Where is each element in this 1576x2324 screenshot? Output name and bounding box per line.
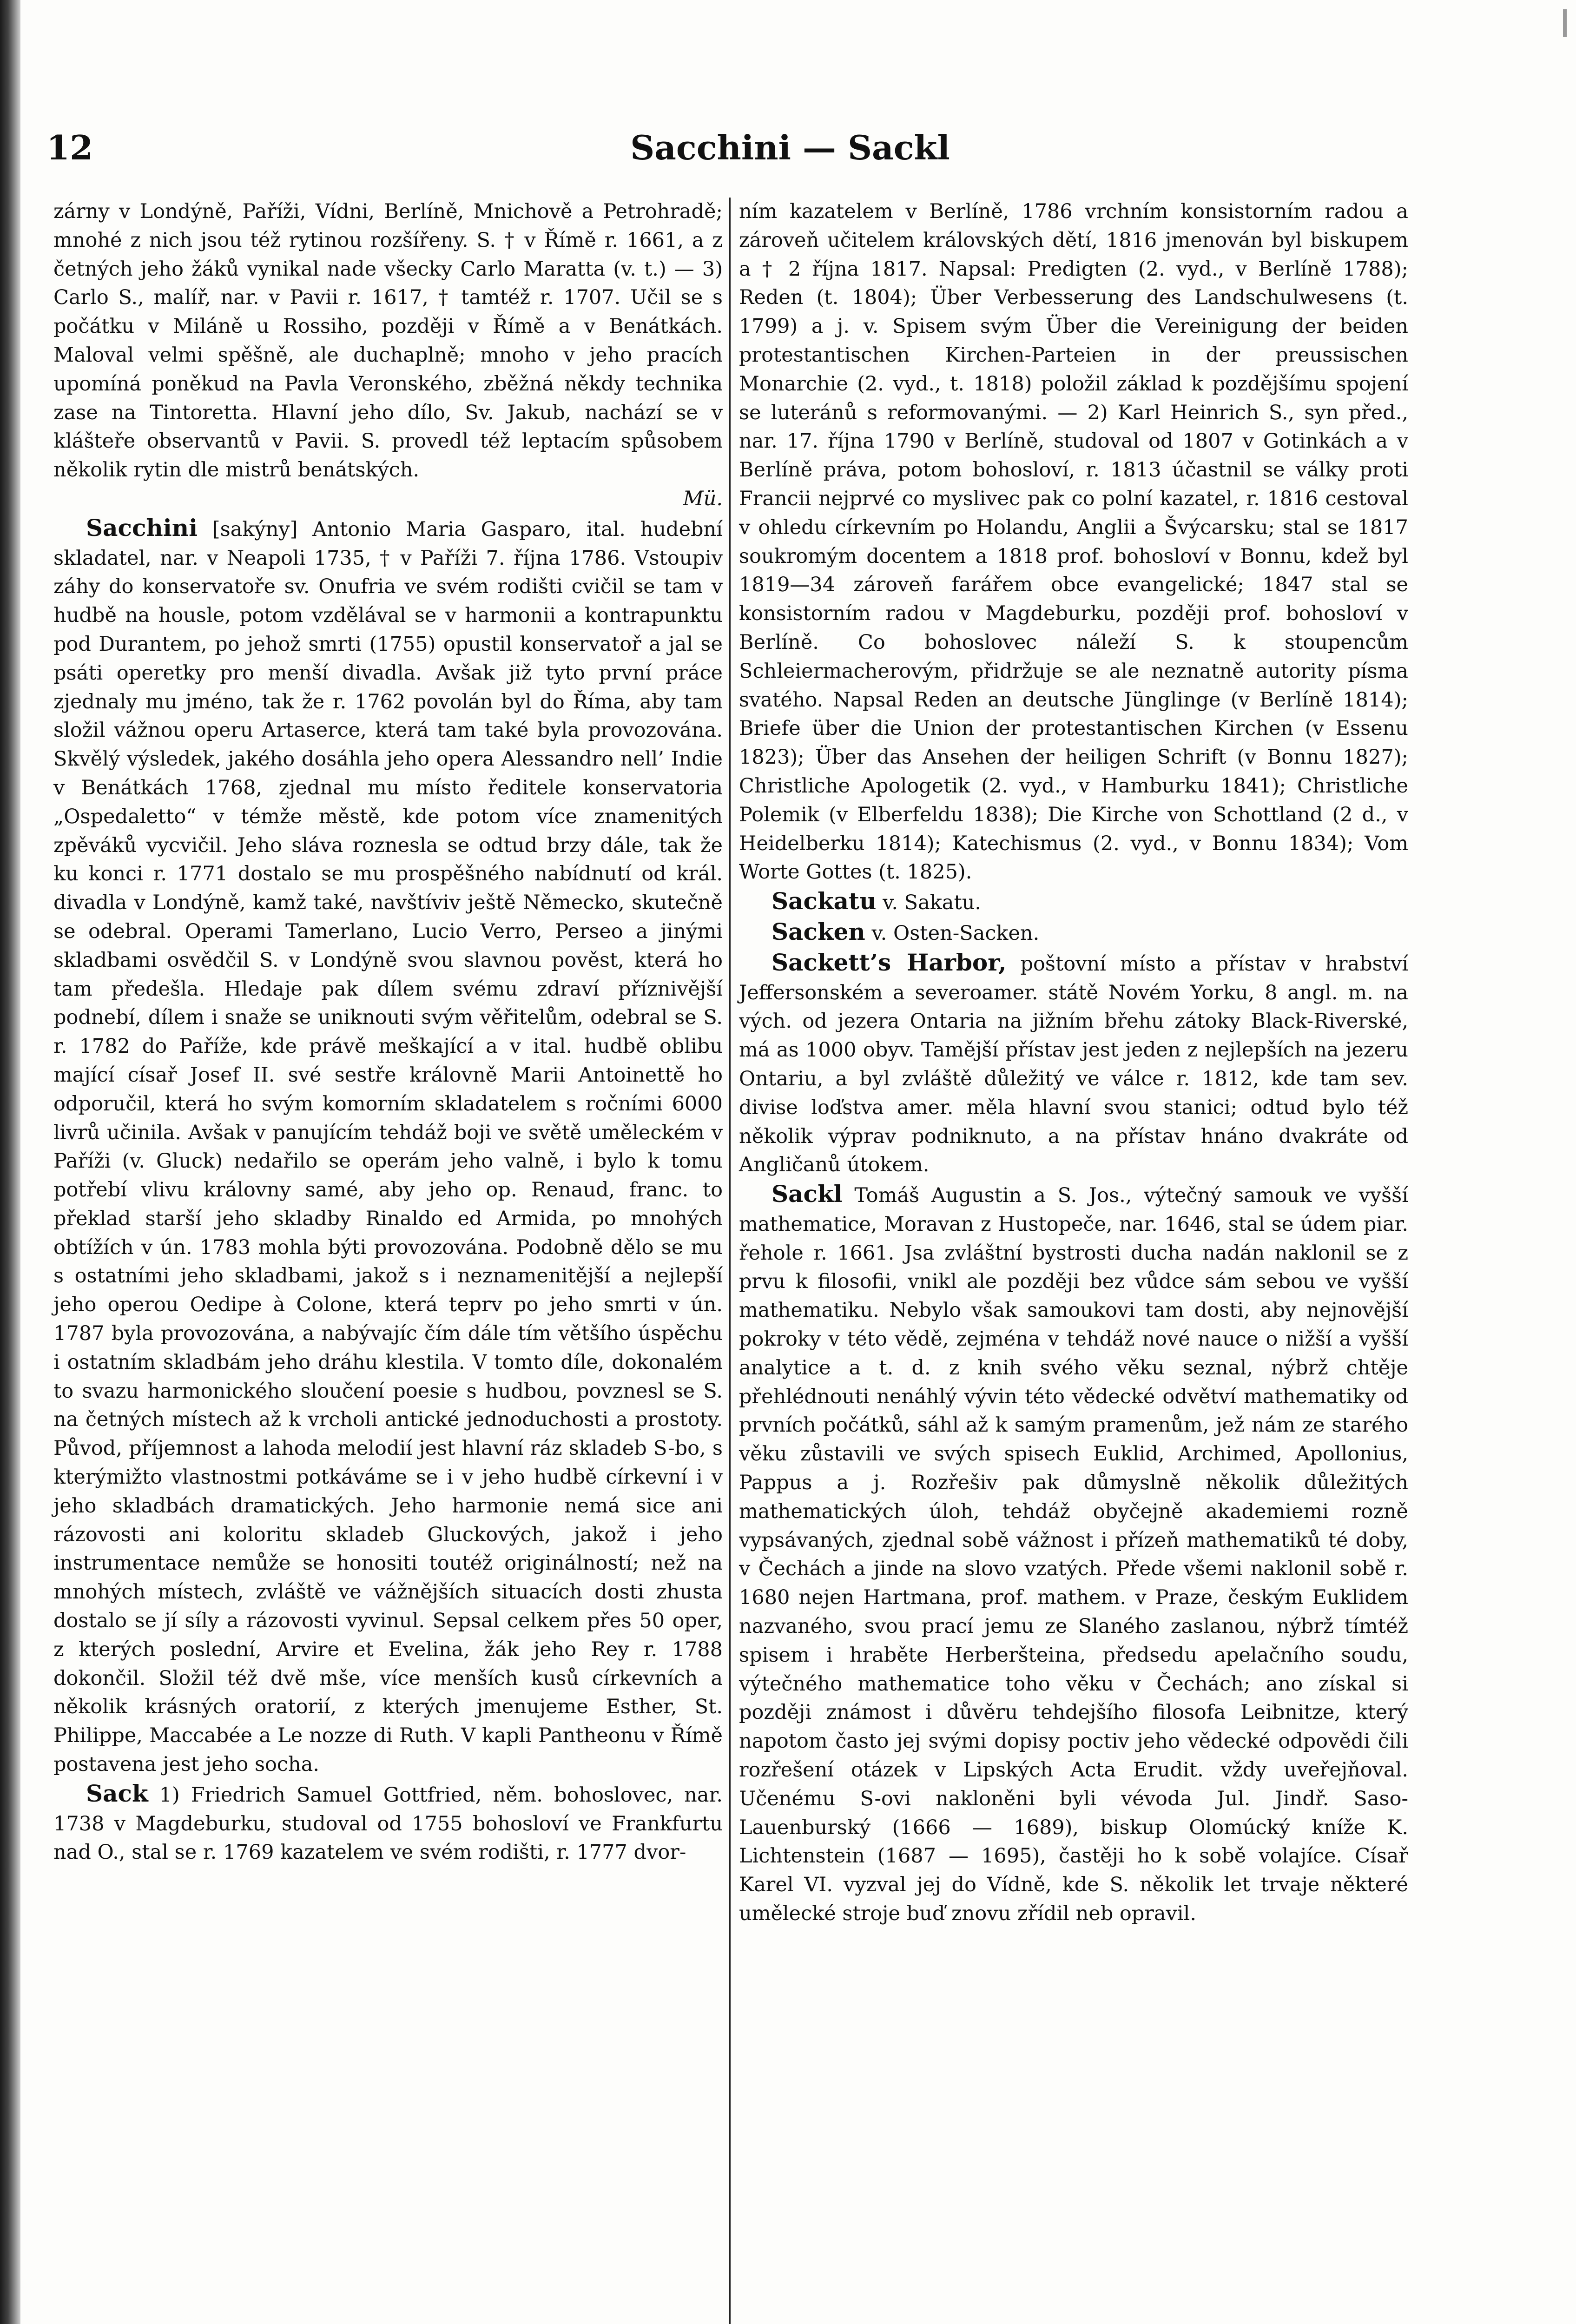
headword-sacchini: Sacchini [86, 514, 198, 541]
page-number: 12 [46, 128, 93, 167]
entry-sacketts-harbor-text: poštovní místo a přístav v hrabství Jeffersonském a severoamer. státě Novém Yorku, 8 angl. m. na vých. od jezera Ontaria na jižním břehu zátoky Black-Riverské, má as 1000 obyv. Tamější přístav jest jeden z nejlepších na jezeru Ontariu, a byl zvláště důležitý ve válce r. 1812, kde tam sev. divise loďstva amer. měla hlavní svou stanici; odtud bylo též několik výprav podniknuto, a na přístav hnáno dvakráte od Angličanů útokem. [739, 952, 1409, 1177]
author-signature: Mü. [683, 487, 723, 510]
column-divider [729, 198, 731, 2324]
running-head: Sacchini — Sackl [630, 128, 950, 167]
headword-sacketts-harbor: Sackett’s Harbor, [772, 948, 1007, 976]
margin-mark [1563, 9, 1567, 37]
entry-sacchini-text: [sakýny] Antonio Maria Gasparo, ital. hudební skladatel, nar. v Neapoli 1735, † v Paříži 7. října 1786. Vstoupiv záhy do konservatoře sv. Onufria ve svém rodišti cvičil se tam v hudbě na housle, potom vzdělával se v harmonii a kontrapunktu pod Durantem, po jehož smrti (1755) opustil konservatoř a jal se psáti operetky pro menší divadla. Avšak již tyto první práce zjednaly mu jméno, tak že r. 1762 povolán byl do Říma, aby tam složil vážnou operu Artaserce, která tam také byla provozována. Skvělý výsledek, jakého dosáhla jeho opera Alessandro nell’ Indie v Benátkách 1768, zjednal mu místo ředitele konservatoria „Ospedaletto“ v témže městě, kde potom více znamenitých zpěváků vycvičil. Jeho sláva roznesla se odtud brzy dále, tak že ku konci r. 1771 dostalo se mu prospěšného nabídnutí od král. divadla v Londýně, kamž také, navštíviv ještě Německo, skutečně se odebral. Operami Tamerlano, Lucio Verro, Perseo a jinými skladbami osvědčil S. v Londýně svou slavnou pověst, která ho tam předešla. Hledaje pak dílem svému zdraví příznivější podnebí, dílem i snaže se uniknouti svým věřitelům, odebral se S. r. 1782 do Paříže, kde právě meškající a v ital. hudbě oblibu mající císař Josef II. své sestře královně Marii Antoinettě ho odporučil, která ho svým komorním skladatelem s ročními 6000 livrů učinila. Avšak v panujícím tehdáž boji ve světě uměleckém v Paříži (v. Gluck) nedařilo se operám jeho valně, i bylo k tomu potřebí vlivu královny samé, aby jeho op. Renaud, franc. to překlad starší jeho skladby Rinaldo ed Armida, po mnohých obtížích v ún. 1783 mohla býti provozována. Podobně dělo se mu s ostatními jeho skladbami, jakož s i neznamenitější a nejlepší jeho operou Oedipe à Colone, která teprv po jeho smrti v ún. 1787 byla provozována, a nabývajíc čím dále tím většího úspěchu i ostatním skladbám jeho dráhu klestila. V tomto díle, dokonalém to svazu harmonického sloučení poesie s hudbou, povznesl se S. na četných místech až k vrcholi antické jednoduchosti a prostoty. Původ, příjemnost a lahoda melodií jest hlavní ráz skladeb S-bo, s kterýmižto vlastnostmi potkáváme se i v jeho hudbě církevní i v jeho skladbách dramatických. Jeho harmonie nemá sice ani rázovosti ani koloritu skladeb Gluckových, jakož i jeho instrumentace nemůže se honositi toutéž originálností; než na mnohých místech, zvláště ve vážnějších situacích dosti zhusta dostalo se jí síly a rázovosti vyvinul. Sepsal celkem přes 50 oper, z kterých poslední, Arvire et Evelina, žák jeho Rey r. 1788 dokončil. Složil též dvě mše, více menších kusů církevních a několik krásných oratorií, z kterých jmenujeme Esther, St. Philippe, Maccabée a Le nozze di Ruth. V kapli Pantheonu v Římě postavena jest jeho socha. [53, 517, 723, 1776]
headword-sackl: Sackl [772, 1180, 843, 1208]
entry-sack [53, 1779, 723, 1867]
entry-sacken [739, 918, 1408, 948]
entry-sackatu [739, 887, 1408, 918]
right-column [739, 198, 1408, 1928]
page-edge-shadow [0, 0, 20, 2324]
left-column [53, 198, 723, 1867]
entry-sacketts-harbor [739, 948, 1408, 1180]
entry-sack-text: 1) Friedrich Samuel Gottfried, něm. bohoslovec, nar. 1738 v Magdeburku, studoval od 1755 bohosloví ve Frankfurtu nad O., stal se r. 1769 kazatelem ve svém rodišti, r. 1777 dvor- [53, 1783, 723, 1864]
entry-sacchini [53, 514, 723, 1779]
paragraph-sack-cont: ním kazatelem v Berlíně, 1786 vrchním konsistorním radou a zároveň učitelem královských dětí, 1816 jmenován byl biskupem a † 2 října 1817. Napsal: Predigten (2. vyd., v Berlíně 1788); Reden (t. 1804); Über Verbesserung des Landschulwesens (t. 1799) a j. v. Spisem svým Über die Vereinigung der beiden protestantischen Kirchen-Parteien in der preussischen Monarchie (2. vyd., t. 1818) položil základ k pozdějšímu spojení se luteránů s reformovanými. — 2) Karl Heinrich S., syn před., nar. 17. října 1790 v Berlíně, studoval od 1807 v Gotinkách a v Berlíně práva, potom bohosloví, r. 1813 účastnil se války proti Francii nejprvé co myslivec pak co polní kazatel, r. 1816 cestoval v ohledu církevním po Holandu, Anglii a Švýcarsku; stal se 1817 soukromým docentem a 1818 prof. bohosloví v Bonnu, kdež byl 1819—34 zároveň farářem obce evangelické; 1847 stal se konsistorním radou v Magdeburku, později prof. bohosloví v Berlíně. Co bohoslovec náleží S. k stoupencům Schleiermacherovým, přidržuje se ale neznatně autority písma svatého. Napsal Reden an deutsche Jünglinge (v Berlíně 1814); Briefe über die Union der protestantischen Kirchen (v Essenu 1823); Über das Ansehen der heiligen Schrift (v Bonnu 1827); Christliche Apologetik (2. vyd., v Hamburku 1841); Christliche Polemik (v Elberfeldu 1838); Die Kirche von Schottland (2 d., v Heidelberku 1814); Katechismus (2. vyd., v Bonnu 1834); Vom Worte Gottes (t. 1825). [739, 200, 1408, 884]
entry-sackatu-text: v. Sakatu. [883, 891, 982, 915]
headword-sack: Sack [86, 1779, 148, 1807]
page-header [46, 128, 1534, 179]
entry-sacken-text: v. Osten-Sacken. [871, 921, 1040, 945]
entry-sackl [739, 1180, 1408, 1928]
headword-sacken: Sacken [772, 918, 865, 945]
entry-sackl-text: Tomáš Augustin a S. Jos., výtečný samouk ve vyšší mathematice, Moravan z Hustopeče, nar. 1646, stal se údem piar. řehole r. 1661. Jsa zvláštní bystrosti ducha nadán naklonil se z prvu k filosofii, vnikl ale později bez vůdce sám sebou ve vyšší mathematiku. Nebylo však samoukovi tam dosti, aby nejnovější pokroky v této vědě, zejména v tehdáž nové nauce o nižší a vyšší analytice a t. d. z knih svého věku seznal, nýbrž chtěje přehlédnouti nenáhlý vývin této vědecké odvětví mathematiky od prvních počátků, sáhl až k samým pramenům, jež nám ze starého věku zůstavili ve svých spisech Euklid, Archimed, Apollonius, Pappus a j. Rozřešiv pak důmyslně několik důležitých mathematických úloh, tehdáž obyčejně akademiemi rozně vypsávaných, zjednal sobě vážnost i přízeň mathematiků té doby, v Čechách a jinde na slovo vzatých. Přede všemi naklonil sobě r. 1680 nejen Hartmana, prof. mathem. v Praze, českým Euklidem nazvaného, svou prací jemu ze Slaného zaslanou, nýbrž tímtéž spisem i hraběte Herberšteina, předsedu apelačního soudu, výtečného mathematice toho věku v Čechách; ano získal si později známost i důvěru tehdejšího filosofa Leibnitze, který napotom často jej svými dopisy poctiv jeho vědecké odpovědi čili rozřešení otázek v Lipských Acta Erudit. vždy uveřejňoval. Učenému S-ovi nakloněni byli vévoda Jul. Jindř. Saso-Lauenburský (1666 — 1689), biskup Olomúcký kníže K. Lichtenstein (1687 — 1695), častěji ho k sobě volajíce. Císař Karel VI. vyzval jej do Vídně, kde S. několik let trvaje některé umělecké stroje buď znovu zřídil neb opravil. [739, 1184, 1408, 1926]
paragraph-saccho-cont: zárny v Londýně, Paříži, Vídni, Berlíně, Mnichově a Petrohradě; mnohé z nich jsou též rytinou rozšířeny. S. † v Římě r. 1661, a z četných jeho žáků vynikal nade všecky Carlo Maratta (v. t.) — 3) Carlo S., malíř, nar. v Pavii r. 1617, † tamtéž r. 1707. Učil se s počátku v Miláně u Rossiho, později v Římě a v Benátkách. Maloval velmi spěšně, ale duchaplně; mnoho v jeho pracích upomíná poněkud na Pavla Veronského, zběžná někdy technika zase na Tintoretta. Hlavní jeho dílo, Sv. Jakub, nachází se v klášteře observantů v Pavii. S. provedl též leptacím spůsobem několik rytin dle mistrů benátských. [53, 200, 723, 482]
headword-sackatu: Sackatu [772, 887, 877, 915]
